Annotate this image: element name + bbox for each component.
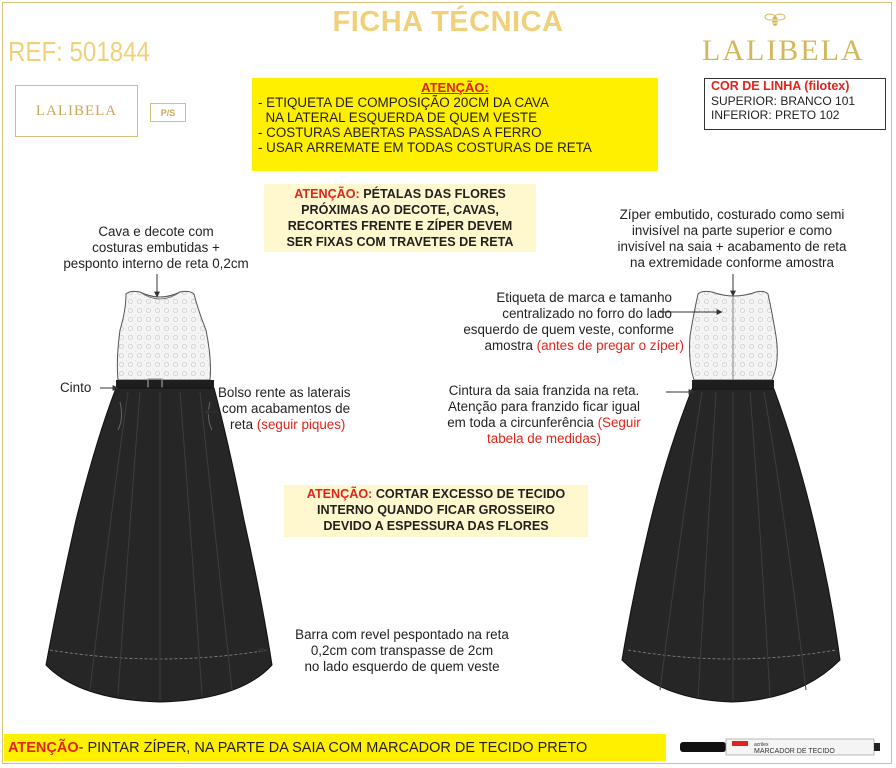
note-line: Cintura da saia franzida na reta. [448,383,640,398]
note-highlight: (antes de pregar o zíper) [536,338,684,353]
reference-number: REF: 501844 [8,36,150,67]
note-line: em toda a circunferência [447,415,598,430]
bottom-attention-bar [4,734,666,761]
attention-line: SER FIXAS COM TRAVETES DE RETA [286,235,514,249]
attention-line: - USAR ARREMATE EM TODAS COSTURAS DE RETA [258,140,592,155]
attention-line: NA LATERAL ESQUERDA DE QUEM VESTE [258,110,538,125]
note-line: Cava e decote com [98,224,214,239]
thread-lower: INFERIOR: PRETO 102 [711,108,840,122]
back-dress [622,291,840,702]
attention-line: PRÓXIMAS AO DECOTE, CAVAS, [301,203,499,217]
note-line: pesponto interno de reta 0,2cm [63,256,249,271]
note-line: Etiqueta de marca e tamanho [496,290,672,305]
marker-label: MARCADOR DE TECIDO [754,748,835,755]
attention-line: PÉTALAS DAS FLORES [363,187,506,201]
attention-line: RECORTES FRENTE E ZÍPER DEVEM [287,219,513,233]
note-line: invisível na parte superior e como [631,223,833,238]
note-line: amostra [484,338,537,353]
attention-text: - PINTAR ZÍPER, NA PARTE DA SAIA COM MARCADOR DE TECIDO PRETO [78,739,588,756]
note-line: Atenção para franzido ficar igual [447,399,641,414]
attention-line: DEVIDO A ESPESSURA DAS FLORES [323,519,549,533]
note-highlight: tabela de medidas) [487,431,601,446]
note-line: centralizado no forro do lado [502,306,672,321]
size-label-tag: P/S [150,103,186,122]
note-belt: Cinto [60,380,92,395]
page-title: FICHA TÉCNICA [332,6,564,38]
brand-logo: LALIBELA [702,34,865,67]
note-line: esquerdo de quem veste, conforme [463,322,674,337]
note-highlight: (Seguir [597,415,641,430]
note-line: com acabamentos de [222,401,351,416]
note-line: costuras embutidas + [92,240,220,255]
attention-heading: ATENÇÃO [8,739,79,756]
thread-color-heading: COR DE LINHA (filotex) [711,79,850,93]
attention-heading: ATENÇÃO: [294,187,360,201]
note-highlight: (seguir piques) [256,417,346,432]
note-line: Barra com revel pespontado na reta [295,627,509,642]
note-line: invisível na saia + acabamento de reta [617,239,847,254]
note-line: Bolso rente as laterais [218,385,351,400]
front-dress [46,291,272,702]
attention-heading: ATENÇÃO: [421,80,489,95]
note-line: Zíper embutido, costurado como semi [619,207,845,222]
attention-line: - COSTURAS ABERTAS PASSADAS A FERRO [258,125,542,140]
note-line: reta [230,417,257,432]
fabric-marker-image [676,733,888,763]
attention-heading: ATENÇÃO: [306,487,373,501]
note-line: no lado esquerdo de quem veste [304,659,500,674]
thread-upper: SUPERIOR: BRANCO 101 [711,94,856,108]
note-line: na extremidade conforme amostra [630,255,834,270]
attention-line: INTERNO QUANDO FICAR GROSSEIRO [317,503,555,517]
attention-line: CORTAR EXCESSO DE TECIDO [375,487,566,501]
note-line: 0,2cm com transpasse de 2cm [310,643,494,658]
marker-brand: acrilex [754,742,769,748]
brand-label-tag: LALIBELA [15,85,138,137]
attention-line: - ETIQUETA DE COMPOSIÇÃO 20CM DA CAVA [258,95,549,110]
